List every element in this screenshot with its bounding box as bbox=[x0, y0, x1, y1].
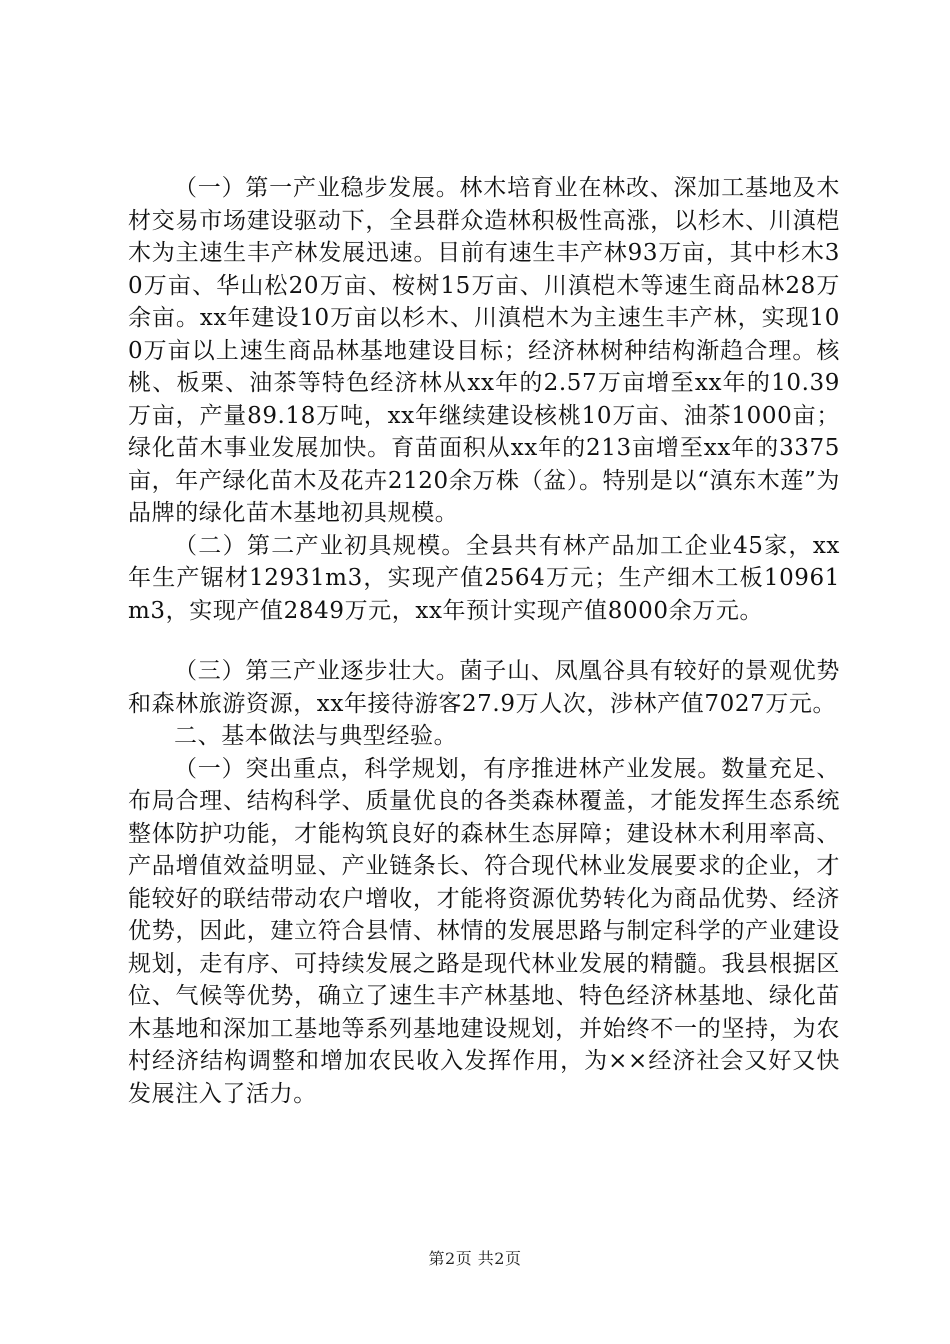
paragraph-primary-industry: （一）第一产业稳步发展。林木培育业在林改、深加工基地及木材交易市场建设驱动下，全县群众造林积极性高涨，以杉木、川滇桤木为主速生丰产林发展迅速。目前有速生丰产林93万亩，其中杉木30万亩、华山松20万亩、桉树15万亩、川滇桤木等速生商品林28万余亩。xx年建设10万亩以杉木、川滇桤木为主速生丰产林，实现100万亩以上速生商品林基地建设目标；经济林树种结构渐趋合理。核桃、板栗、油茶等特色经济林从xx年的2.57万亩增至xx年的10.39万亩，产量89.18万吨，xx年继续建设核桃10万亩、油茶1000亩；绿化苗木事业发展加快。育苗面积从xx年的213亩增至xx年的3375亩，年产绿化苗木及花卉2120余万株（盆）。特别是以“滇东木莲”为品牌的绿化苗木基地初具规模。 bbox=[128, 175, 840, 526]
section-heading-practices: 二、基本做法与典型经验。 bbox=[174, 723, 458, 749]
paragraph-tertiary-industry: （三）第三产业逐步壮大。菌子山、凤凰谷具有较好的景观优势和森林旅游资源，xx年接待游客27.9万人次，涉林产值7027万元。 bbox=[128, 658, 840, 717]
paragraph-planning: （一）突出重点，科学规划，有序推进林产业发展。数量充足、布局合理、结构科学、质量优良的各类森林覆盖，才能发挥生态系统整体防护功能，才能构筑良好的森林生态屏障；建设林木利用率高、产品增值效益明显、产业链条长、符合现代林业发展要求的企业，才能较好的联结带动农户增收，才能将资源优势转化为商品优势、经济优势，因此，建立符合县情、林情的发展思路与制定科学的产业建设规划，走有序、可持续发展之路是现代林业发展的精髓。我县根据区位、气候等优势，确立了速生丰产林基地、特色经济林基地、绿化苗木基地和深加工基地等系列基地建设规划，并始终不一的坚持，为农村经济结构调整和增加农民收入发挥作用，为××经济社会又好又快发展注入了活力。 bbox=[128, 755, 840, 1107]
document-body bbox=[128, 172, 840, 1110]
page-number-footer: 第2页 共2页 bbox=[428, 1249, 522, 1268]
paragraph-gap bbox=[128, 627, 840, 655]
paragraph-secondary-industry: （二）第二产业初具规模。全县共有林产品加工企业45家，xx年生产锯材12931m3，实现产值2564万元；生产细木工板10961m3，实现产值2849万元，xx年预计实现产值8000余万元。 bbox=[128, 532, 840, 624]
